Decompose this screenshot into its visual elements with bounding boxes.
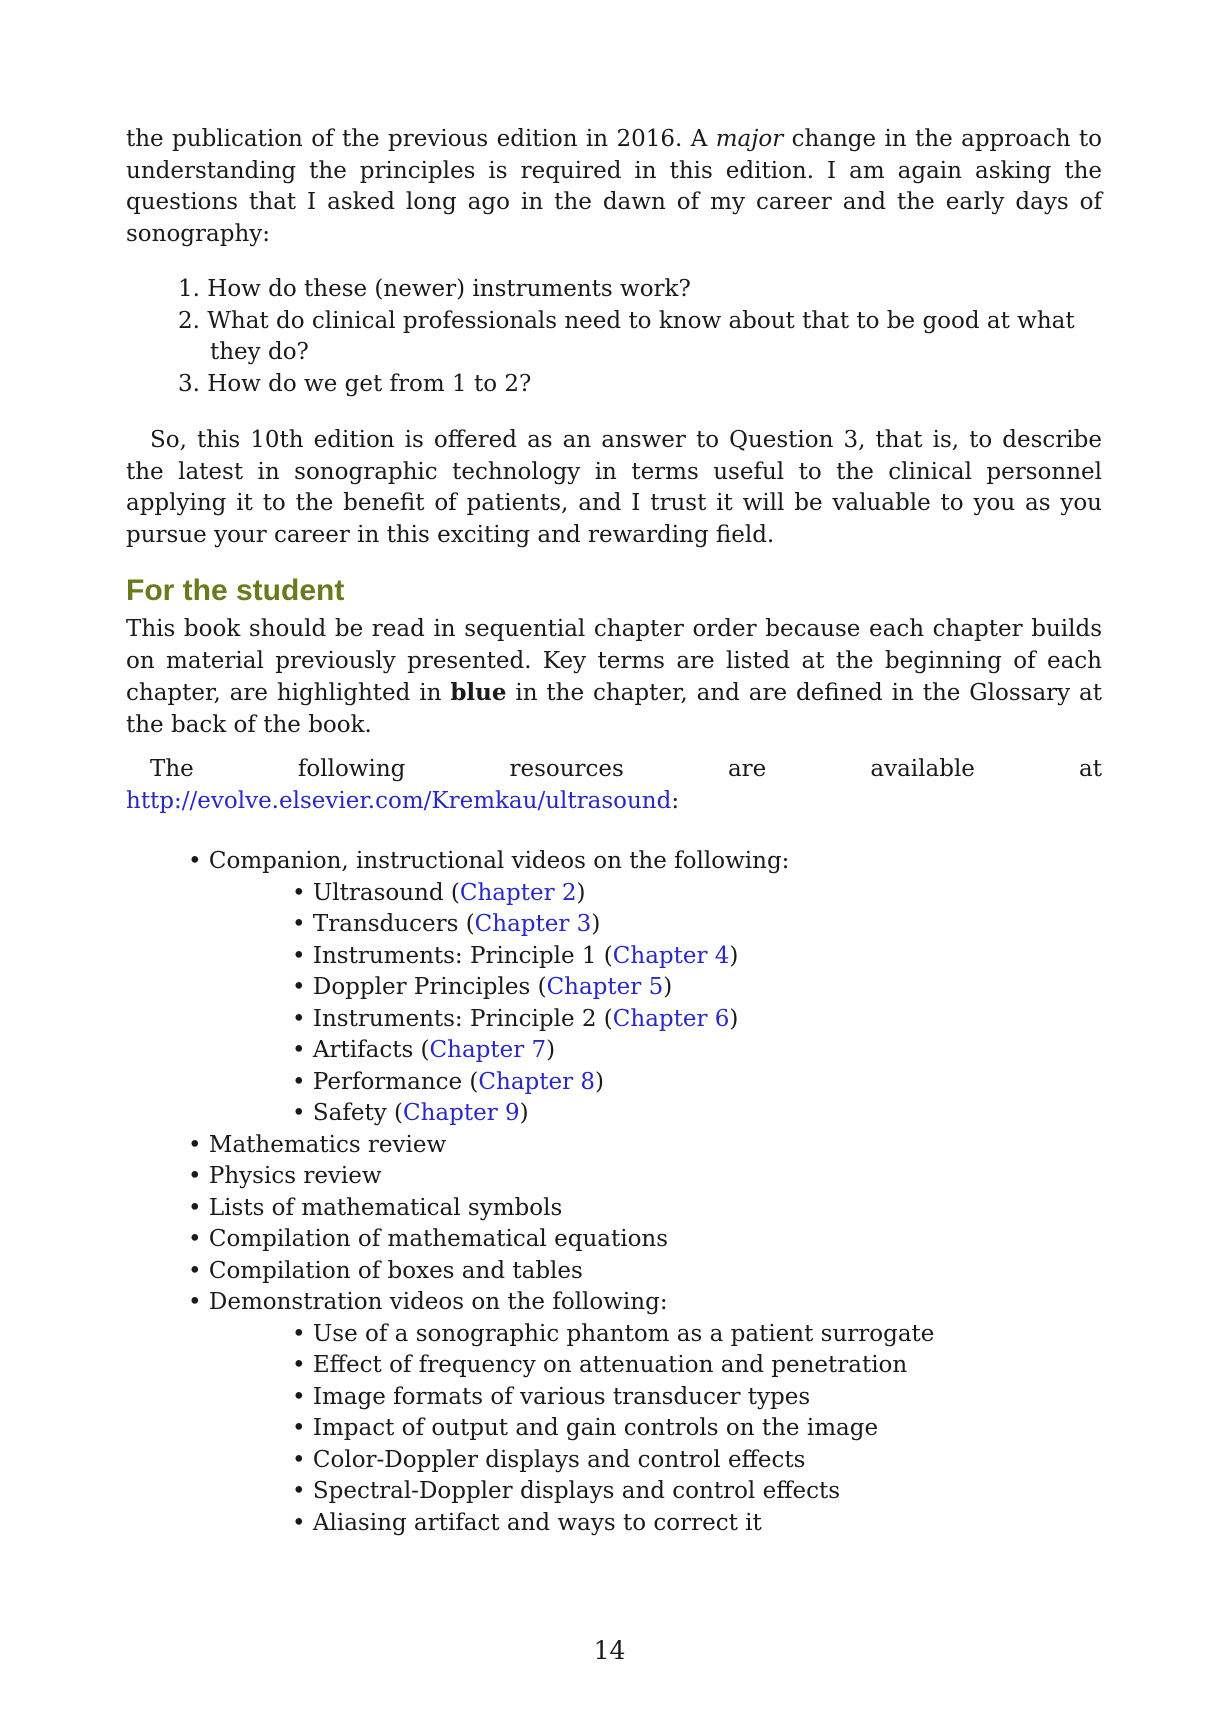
question-item: 1. How do these (newer) instruments work? (178, 276, 691, 302)
demo-topic-item: • Image formats of various transducer types (292, 1382, 1102, 1414)
resources-text: The following resources are available at (150, 756, 1102, 782)
demo-topic-item: • Spectral-Doppler displays and control effects (292, 1476, 1102, 1508)
demo-label: Demonstration videos on the following: (208, 1289, 668, 1315)
chapter-link[interactable]: Chapter 8 (478, 1068, 596, 1095)
videos-label: Companion, instructional videos on the following: (208, 848, 790, 874)
chapter-link[interactable]: Chapter 4 (612, 942, 730, 969)
list-item: • Compilation of mathematical equations (188, 1224, 1102, 1256)
topic-label: Instruments: Principle 2 ( (312, 1005, 613, 1032)
bold-keyword: blue (450, 679, 507, 706)
demo-topic-item: • Aliasing artifact and ways to correct it (292, 1508, 1102, 1540)
intro-paragraph (126, 124, 1102, 250)
video-topic-item (292, 1067, 1102, 1099)
topic-close: ) (663, 974, 673, 1000)
student-text-end: in the chapter, and are defined in the Glossary at the back of the book. (126, 680, 1102, 738)
demo-topic-item: • Color-Doppler displays and control effects (292, 1445, 1102, 1477)
list-item (188, 846, 1102, 1130)
topic-label: Artifacts ( (312, 1037, 430, 1063)
question-item: 3. How do we get from 1 to 2? (178, 370, 532, 397)
topic-label: Instruments: Principle 1 ( (312, 942, 613, 969)
student-text-start: This book should be read in sequential chapter order because each chapter builds on material previously presented. Key terms are listed at the beginning of each chapter, are highlighted in (126, 616, 1102, 706)
topic-label: Doppler Principles ( (312, 974, 547, 1000)
topic-label: Ultrasound ( (312, 879, 460, 906)
video-topic-item (292, 941, 1102, 973)
video-topic-item (292, 909, 1102, 941)
topic-close: ) (729, 942, 739, 969)
topic-close: ) (519, 1100, 529, 1126)
list-item (188, 1287, 1102, 1539)
question-item: 2. What do clinical professionals need to know about that to be good at what they do? (178, 307, 1075, 365)
demo-topic-item: • Impact of output and gain controls on the image (292, 1413, 1102, 1445)
chapter-link[interactable]: Chapter 9 (403, 1100, 520, 1126)
resources-colon: : (671, 787, 680, 814)
page-number: 14 (593, 1636, 626, 1665)
topic-label: Transducers ( (312, 911, 475, 937)
video-topic-item (292, 878, 1102, 910)
student-paragraph (126, 614, 1102, 741)
video-topic-item (292, 972, 1102, 1004)
resources-paragraph (126, 754, 1102, 817)
page-body (126, 124, 1102, 1539)
answer-paragraph: So, this 10th edition is offered as an answer to Question 3, that is, to describe the latest in sonographic technology in terms useful to the clinical personnel applying it to the benefit of patients, and I trust it will be valuable to you as you pursue your career in this exciting and rewarding field. (126, 427, 1102, 548)
chapter-link[interactable]: Chapter 6 (612, 1005, 730, 1032)
resources-list (126, 846, 1102, 1539)
demo-topics-list (188, 1319, 1102, 1540)
topic-close: ) (595, 1068, 605, 1095)
chapter-link[interactable]: Chapter 7 (429, 1037, 547, 1063)
demo-topic-item: • Effect of frequency on attenuation and penetration (292, 1350, 1102, 1382)
intro-text-end: change in the approach to understanding the principles is required in this edition. I am again asking the questions that I asked long ago in the dawn of my career and the early days of sonography: (126, 126, 1102, 247)
chapter-link[interactable]: Chapter 5 (546, 974, 664, 1000)
topic-label: Performance ( (312, 1068, 479, 1095)
chapter-link[interactable]: Chapter 3 (474, 911, 592, 937)
list-item: • Mathematics review (188, 1130, 1102, 1162)
topic-label: Safety ( (312, 1100, 404, 1126)
topic-close: ) (591, 911, 601, 937)
intro-italic-word: major (715, 126, 784, 152)
list-item: • Lists of mathematical symbols (188, 1193, 1102, 1225)
intro-text-start: the publication of the previous edition in 2016. A (126, 126, 716, 152)
chapter-link[interactable]: Chapter 2 (459, 879, 577, 906)
topic-close: ) (546, 1037, 556, 1063)
topic-close: ) (729, 1005, 739, 1032)
section-heading: For the student (126, 574, 345, 607)
demo-topic-item: • Use of a sonographic phantom as a patient surrogate (292, 1319, 1102, 1351)
video-topic-item (292, 1035, 1102, 1067)
list-item: • Compilation of boxes and tables (188, 1256, 1102, 1288)
resources-link[interactable]: http://evolve.elsevier.com/Kremkau/ultrasound (126, 787, 672, 814)
list-item: • Physics review (188, 1161, 1102, 1193)
video-topic-item (292, 1004, 1102, 1036)
questions-list (126, 274, 1102, 400)
video-topic-item (292, 1098, 1102, 1130)
video-topics-list (188, 878, 1102, 1130)
topic-close: ) (576, 879, 586, 906)
